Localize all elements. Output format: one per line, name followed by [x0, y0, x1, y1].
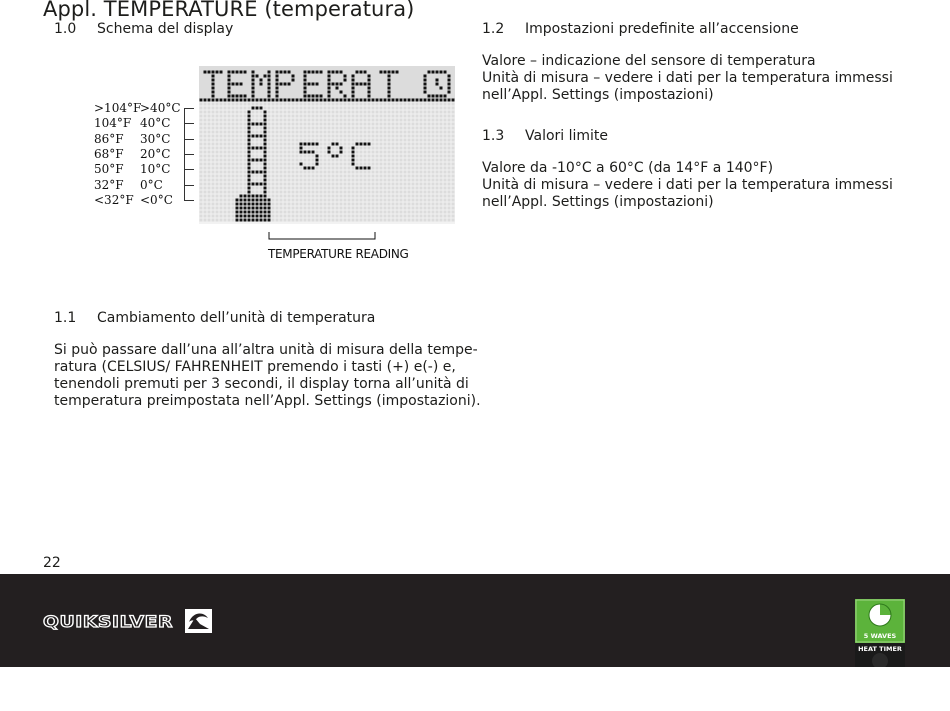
section-number: 1.3	[482, 128, 505, 144]
quiksilver-wave-mountain-icon	[185, 609, 212, 633]
scale-tick	[184, 139, 194, 140]
scale-tick	[184, 154, 194, 155]
quiksilver-logo	[42, 612, 176, 630]
caption-bracket	[268, 232, 378, 244]
page-number: 22	[43, 555, 61, 571]
body-line: nell’Appl. Settings (impostazioni)	[482, 87, 714, 103]
body-line: Valore da -10°C a 60°C (da 14°F a 140°F)	[482, 160, 774, 176]
section-number: 1.2	[482, 21, 505, 37]
scale-tick	[184, 123, 194, 124]
badge-bottom-text: HEAT TIMER	[858, 645, 902, 653]
scale-celsius-label: <0°C	[140, 192, 173, 207]
section-heading-1-0	[54, 21, 233, 37]
section-title: Cambiamento dell’unità di temperatura	[97, 310, 376, 326]
body-line: tenendoli premuti per 3 secondi, il display torna all’unità di	[54, 376, 469, 392]
section-number: 1.1	[54, 310, 77, 326]
section-heading-1-3	[482, 128, 608, 144]
scale-fahrenheit-label: 68°F	[94, 146, 124, 161]
temperature-scale	[86, 101, 202, 216]
body-line: Si può passare dall’una all’altra unità di misura della tempe-	[54, 342, 478, 358]
scale-tick	[184, 108, 194, 109]
footer-bar	[0, 574, 950, 667]
scale-tick	[184, 200, 194, 201]
section-heading-1-1	[54, 310, 375, 326]
body-line: Unità di misura – vedere i dati per la temperatura immessi	[482, 70, 893, 86]
lcd-header-text	[199, 66, 455, 102]
section-title: Impostazioni predefinite all’accensione	[525, 21, 799, 37]
scale-fahrenheit-label: 50°F	[94, 162, 124, 177]
scale-celsius-label: 20°C	[140, 146, 171, 161]
scale-celsius-label: 30°C	[140, 131, 171, 146]
page-title: Appl. TEMPERATURE (temperatura)	[43, 0, 415, 21]
body-line: Valore – indicazione del sensore di temperatura	[482, 53, 816, 69]
scale-fahrenheit-label: 104°F	[94, 116, 132, 131]
scale-fahrenheit-label: 32°F	[94, 177, 124, 192]
scale-celsius-label: 40°C	[140, 116, 171, 131]
section-heading-1-2	[482, 21, 799, 37]
scale-celsius-label: 0°C	[140, 177, 163, 192]
scale-celsius-label: 10°C	[140, 162, 171, 177]
section-1-3-body	[482, 160, 893, 211]
section-1-1-body	[54, 342, 481, 410]
lcd-display	[199, 66, 455, 224]
section-1-2-body	[482, 53, 893, 104]
figure-caption: TEMPERATURE READING	[268, 247, 409, 261]
scale-tick	[184, 169, 194, 170]
section-title: Schema del display	[97, 21, 234, 37]
scale-celsius-label: >40°C	[140, 101, 181, 115]
scale-fahrenheit-label: >104°F	[94, 101, 142, 115]
scale-tick	[184, 185, 194, 186]
heat-timer-badge	[855, 599, 905, 667]
section-number: 1.0	[54, 21, 77, 37]
body-line: ratura (CELSIUS/ FAHRENHEIT premendo i tasti (+) e(-) e,	[54, 359, 456, 375]
body-line: nell’Appl. Settings (impostazioni)	[482, 194, 714, 210]
scale-fahrenheit-label: <32°F	[94, 192, 134, 207]
brand-wordmark: QUIKSILVER	[43, 612, 173, 630]
body-line: Unità di misura – vedere i dati per la temperatura immessi	[482, 177, 893, 193]
badge-top-text: 5 WAVES	[863, 632, 897, 640]
section-title: Valori limite	[525, 128, 609, 144]
scale-fahrenheit-label: 86°F	[94, 131, 124, 146]
body-line: temperatura preimpostata nell’Appl. Settings (impostazioni).	[54, 393, 481, 409]
